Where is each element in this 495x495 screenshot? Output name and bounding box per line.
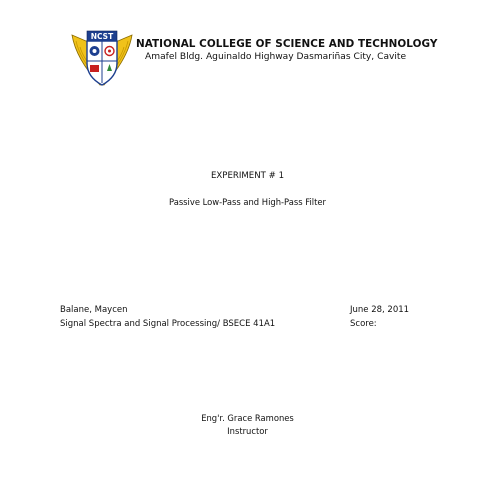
instructor-role: Instructor (227, 426, 268, 436)
school-address: Amafel Bldg. Aguinaldo Highway Dasmariñas City, Cavite (145, 52, 407, 62)
logo-text: NCST (90, 32, 114, 41)
ncst-logo (70, 27, 134, 91)
experiment-number: EXPERIMENT # 1 (210, 171, 285, 181)
student-name: Balane, Maycen (60, 305, 128, 315)
school-name: NATIONAL COLLEGE OF SCIENCE AND TECHNOLOGY (136, 38, 438, 50)
course-section: Signal Spectra and Signal Processing/ BSECE 41A1 (60, 319, 276, 329)
submission-date: June 28, 2011 (350, 305, 410, 315)
score-label: Score: (350, 319, 377, 329)
logo-book-icon (90, 65, 99, 72)
instructor-name: Eng'r. Grace Ramones (201, 413, 294, 423)
experiment-title: Passive Low-Pass and High-Pass Filter (169, 197, 326, 207)
